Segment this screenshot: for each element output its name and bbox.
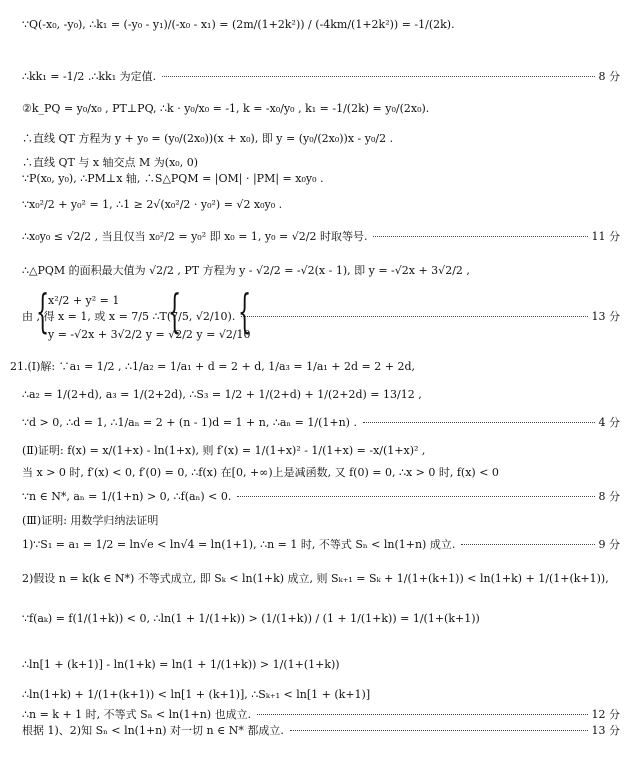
line-text: ∵f(aₖ) = f(1/(1+k)) < 0, ∴ln(1 + 1/(1+k)) > (1/(1+k)) / (1 + 1/(1+k)) = 1/(1+(k+1)) [22,611,480,625]
score-label: 11 分 [591,230,620,243]
line-text: 由 , 得 x = 1, 或 x = 7/5 ∴T(7/5, √2/10). [22,310,236,323]
line-text: 1)∵S₁ = a₁ = 1/2 = ln√e < ln√4 = ln(1+1), ∴n = 1 时, 不等式 Sₙ < ln(1+n) 成立. [22,538,456,551]
score-label: 12 分 [591,708,620,721]
line-text: ∵P(x₀, y₀), ∴PM⊥x 轴, ∴S△PQM = |OM| · |PM| = x₀y₀ . [22,172,324,185]
line-16 [0,486,630,506]
line-text: ∴x₀y₀ ≤ √2/2 , 当且仅当 x₀²/2 = y₀² 即 x₀ = 1, y₀ = √2/2 时取等号. [22,230,368,243]
score-label: 13 分 [591,310,620,323]
line-2 [0,66,630,86]
line-text: ②k_PQ = y₀/x₀ , PT⊥PQ, ∴k · y₀/x₀ = -1, k = -x₀/y₀ , k₁ = -1/(2k) = y₀/(2x₀). [22,101,430,115]
line-17 [0,510,630,530]
dot-leader [257,714,587,715]
line-24 [0,720,630,740]
line-text: ∴△PQM 的面积最大值为 √2/2 , PT 方程为 y - √2/2 = -√2(x - 1), 即 y = -√2x + 3√2/2 , [22,264,470,277]
line-text: (Ⅲ)证明: 用数学归纳法证明 [22,514,159,527]
line-22 [0,684,630,704]
line-text: ∴ln(1+k) + 1/(1+(k+1)) < ln[1 + (k+1)], ∴Sₖ₊₁ < ln[1 + (k+1)] [22,687,371,701]
line-18 [0,534,630,554]
dot-leader [290,730,588,731]
score-label: 8 分 [598,490,620,503]
line-text: ∵n ∈ N*, aₙ = 1/(1+n) > 0, ∴f(aₙ) < 0. [22,489,232,503]
line-text: ∵x₀²/2 + y₀² = 1, ∴1 ≥ 2√(x₀²/2 · y₀²) = √2 x₀y₀ . [22,197,283,211]
left-brace: { [168,284,182,338]
line-11 [0,356,630,376]
dot-leader [237,496,594,497]
line-1 [0,14,630,34]
line-text: ∴a₂ = 1/(2+d), a₃ = 1/(2+2d), ∴S₃ = 1/2 + 1/(2+d) + 1/(2+2d) = 13/12 , [22,387,422,401]
line-14 [0,440,630,460]
line-text: ∵Q(-x₀, -y₀), ∴k₁ = (-y₀ - y₁)/(-x₀ - x₁) = (2m/(1+2k²)) / (-4km/(1+2k²)) = -1/(2k). [22,17,455,31]
line-19 [0,568,630,588]
left-brace: { [36,284,50,338]
line-text: 21.(Ⅰ)解: ∵a₁ = 1/2 , ∴1/a₂ = 1/a₁ + d = 2 + d, 1/a₃ = 1/a₁ + 2d = 2 + 2d, [10,360,416,373]
line-20 [0,608,630,628]
line-text: 2)假设 n = k(k ∈ N*) 不等式成立, 即 Sₖ < ln(1+k) 成立, 则 Sₖ₊₁ = Sₖ + 1/(1+(k+1)) < ln(1+k) + 1/(1+(k+1)), [22,572,609,585]
left-brace: { [238,284,252,338]
line-13 [0,412,630,432]
equation-text: y = -√2x + 3√2/2 y = √2/2 y = √2/10 [48,327,251,341]
score-label: 4 分 [598,416,620,429]
line-text: ∴n = k + 1 时, 不等式 Sₙ < ln(1+n) 也成立. [22,708,252,721]
line-4 [0,128,630,148]
line-text: (Ⅱ)证明: f(x) = x/(1+x) - ln(1+x), 则 f′(x) = 1/(1+x)² - 1/(1+x) = -x/(1+x)² , [22,444,426,457]
line-7 [0,194,630,214]
line-text: 根据 1)、2)知 Sₙ < ln(1+n) 对一切 n ∈ N* 都成立. [22,724,284,737]
line-10 [0,306,630,326]
line-text: ∴直线 QT 方程为 y + y₀ = (y₀/(2x₀))(x + x₀), 即 y = (y₀/(2x₀))x - y₀/2 . [22,132,394,145]
equation-text: x²/2 + y² = 1 [48,293,120,307]
score-label: 8 分 [598,70,620,83]
dot-leader [461,544,594,545]
score-label: 9 分 [598,538,620,551]
line-text: 当 x > 0 时, f′(x) < 0, f′(0) = 0, ∴f(x) 在[0, +∞)上是减函数, 又 f(0) = 0, ∴x > 0 时, f(x) < 0 [22,466,499,479]
score-label: 13 分 [591,724,620,737]
line-text: ∴ln[1 + (k+1)] - ln(1+k) = ln(1 + 1/(1+k)) > 1/(1+(1+k)) [22,657,340,671]
dot-leader [373,236,587,237]
line-12 [0,384,630,404]
line-8 [0,226,630,246]
dot-leader [363,422,595,423]
line-6 [0,168,630,188]
line-3 [0,98,630,118]
dot-leader [241,316,587,317]
line-9 [0,260,630,280]
dot-leader [162,76,594,77]
system-row-bottom [0,324,630,344]
line-text: ∴kk₁ = -1/2 .∴kk₁ 为定值. [22,70,157,83]
line-15 [0,462,630,482]
line-text: ∴直线 QT 与 x 轴交点 M 为(x₀, 0) [22,156,198,169]
line-21 [0,654,630,674]
line-text: ∵d > 0, ∴d = 1, ∴1/aₙ = 2 + (n - 1)d = 1 + n, ∴aₙ = 1/(1+n) . [22,415,357,429]
